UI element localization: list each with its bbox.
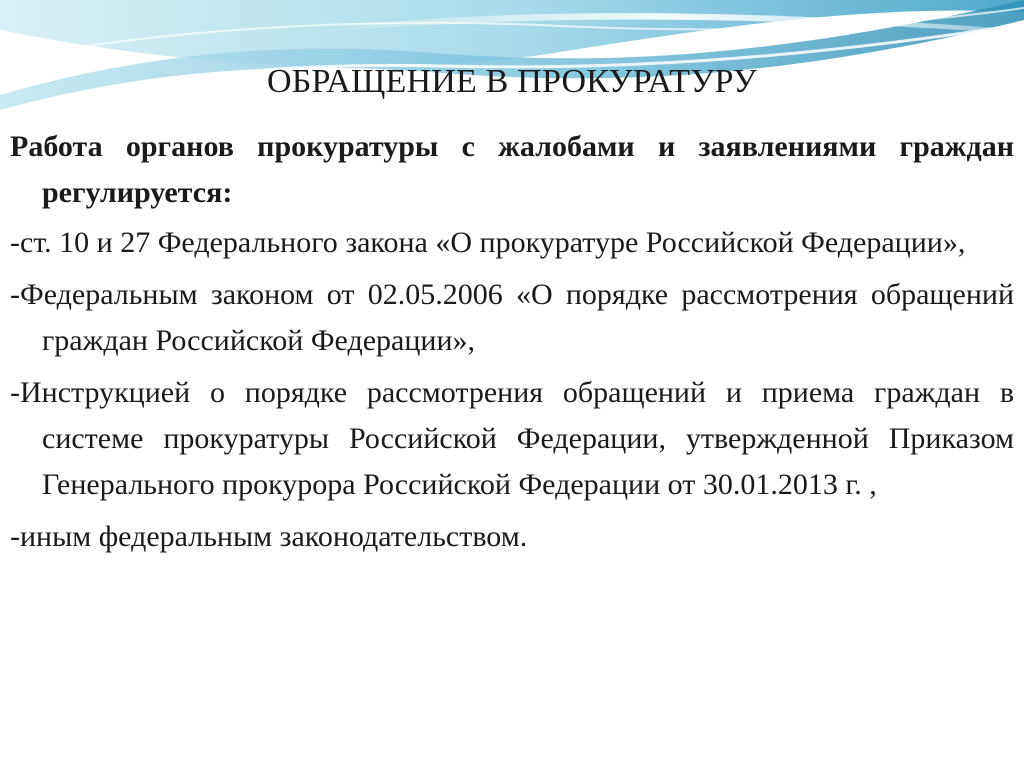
slide-title: ОБРАЩЕНИЕ В ПРОКУРАТУРУ bbox=[266, 63, 757, 100]
list-item: -Федеральным законом от 02.05.2006 «О порядке рассмотрения обращений граждан Российской Федерации», bbox=[10, 278, 1014, 357]
list-item: -Инструкцией о порядке рассмотрения обращений и приема граждан в системе прокуратуры Российской Федерации, утвержденной Приказом Генерального прокурора Российской Федерации от 30.01.2013 г. , bbox=[10, 376, 1014, 501]
intro-paragraph: Работа органов прокуратуры с жалобами и заявлениями граждан регулируется: bbox=[10, 130, 1014, 209]
list-item: -ст. 10 и 27 Федерального закона «О прокуратуре Российской Федерации», bbox=[10, 226, 966, 259]
slide-body bbox=[10, 124, 1014, 566]
list-item: -иным федеральным законодательством. bbox=[10, 520, 528, 553]
